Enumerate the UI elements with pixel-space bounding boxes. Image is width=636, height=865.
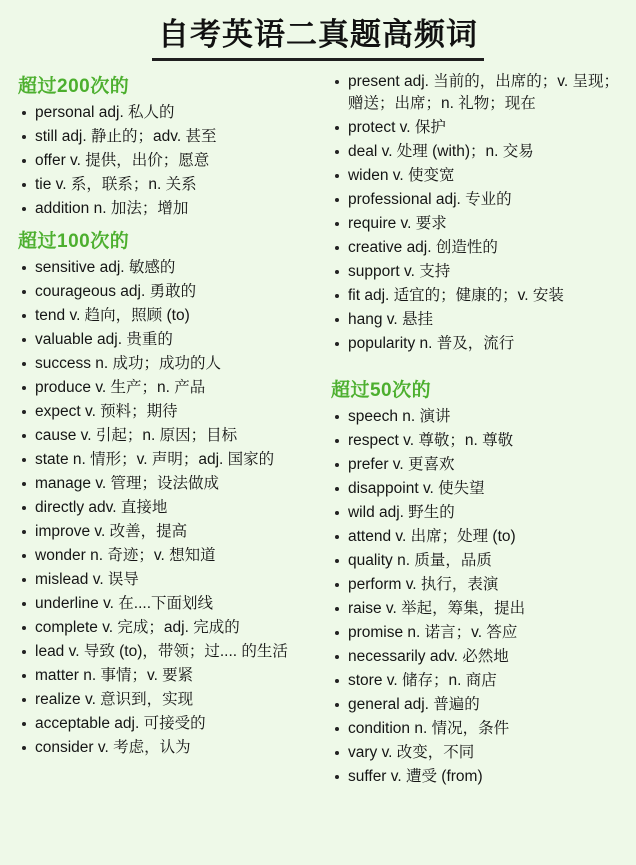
list-item: popularity n. 普及，流行 [331,333,622,355]
list-item: acceptable adj. 可接受的 [18,713,311,735]
list-item: promise n. 诺言；v. 答应 [331,622,622,644]
list-item: valuable adj. 贵重的 [18,329,311,351]
list-item: sensitive adj. 敏感的 [18,257,311,279]
list-item: improve v. 改善，提高 [18,521,311,543]
page-title: 自考英语二真题高频词 [152,18,484,61]
list-item: still adj. 静止的；adv. 甚至 [18,126,311,148]
list-item: lead v. 导致 (to)，带领；过.... 的生活 [18,641,311,663]
list-item: tie v. 系，联系；n. 关系 [18,174,311,196]
word-list-over-50 [331,406,622,788]
list-item: fit adj. 适宜的；健康的；v. 安装 [331,285,622,307]
list-item: deal v. 处理 (with)；n. 交易 [331,141,622,163]
right-column [325,71,622,792]
section-spacer [331,359,622,369]
list-item: state n. 情形；v. 声明；adj. 国家的 [18,449,311,471]
list-item: quality n. 质量，品质 [331,550,622,572]
list-item: success n. 成功；成功的人 [18,353,311,375]
list-item: condition n. 情况，条件 [331,718,622,740]
list-item: realize v. 意识到，实现 [18,689,311,711]
list-item: courageous adj. 勇敢的 [18,281,311,303]
list-item: store v. 储存；n. 商店 [331,670,622,692]
list-item: directly adv. 直接地 [18,497,311,519]
list-item: manage v. 管理；设法做成 [18,473,311,495]
list-item: speech n. 演讲 [331,406,622,428]
list-item: present adj. 当前的，出席的；v. 呈现；赠送；出席；n. 礼物；现在 [331,71,622,115]
list-item: expect v. 预料；期待 [18,401,311,423]
list-item: raise v. 举起，筹集，提出 [331,598,622,620]
list-item: general adj. 普遍的 [331,694,622,716]
title-container [14,12,622,71]
list-item: mislead v. 误导 [18,569,311,591]
section-heading-over-200: 超过200次的 [18,76,130,98]
list-item: complete v. 完成；adj. 完成的 [18,617,311,639]
list-item: tend v. 趋向，照顾 (to) [18,305,311,327]
list-item: necessarily adv. 必然地 [331,646,622,668]
left-column [14,71,311,763]
list-item: wild adj. 野生的 [331,502,622,524]
list-item: hang v. 悬挂 [331,309,622,331]
word-list-over-100-continued [331,71,622,355]
list-item: wonder n. 奇迹；v. 想知道 [18,545,311,567]
list-item: respect v. 尊敬；n. 尊敬 [331,430,622,452]
list-item: perform v. 执行，表演 [331,574,622,596]
section-heading-over-50: 超过50次的 [330,380,432,402]
list-item: consider v. 考虑，认为 [18,737,311,759]
list-item: vary v. 改变，不同 [331,742,622,764]
list-item: personal adj. 私人的 [18,102,311,124]
list-item: produce v. 生产；n. 产品 [18,377,311,399]
list-item: professional adj. 专业的 [331,189,622,211]
list-item: creative adj. 创造性的 [331,237,622,259]
word-list-over-200 [18,102,311,220]
list-item: matter n. 事情；v. 要紧 [18,665,311,687]
list-item: support v. 支持 [331,261,622,283]
list-item: underline v. 在....下面划线 [18,593,311,615]
content-columns [14,71,622,792]
word-list-over-100 [18,257,311,759]
list-item: disappoint v. 使失望 [331,478,622,500]
list-item: protect v. 保护 [331,117,622,139]
list-item: widen v. 使变宽 [331,165,622,187]
list-item: offer v. 提供，出价；愿意 [18,150,311,172]
section-heading-over-100: 超过100次的 [18,231,130,253]
list-item: attend v. 出席；处理 (to) [331,526,622,548]
list-item: suffer v. 遭受 (from) [331,766,622,788]
list-item: cause v. 引起；n. 原因；目标 [18,425,311,447]
list-item: prefer v. 更喜欢 [331,454,622,476]
list-item: require v. 要求 [331,213,622,235]
list-item: addition n. 加法；增加 [18,198,311,220]
